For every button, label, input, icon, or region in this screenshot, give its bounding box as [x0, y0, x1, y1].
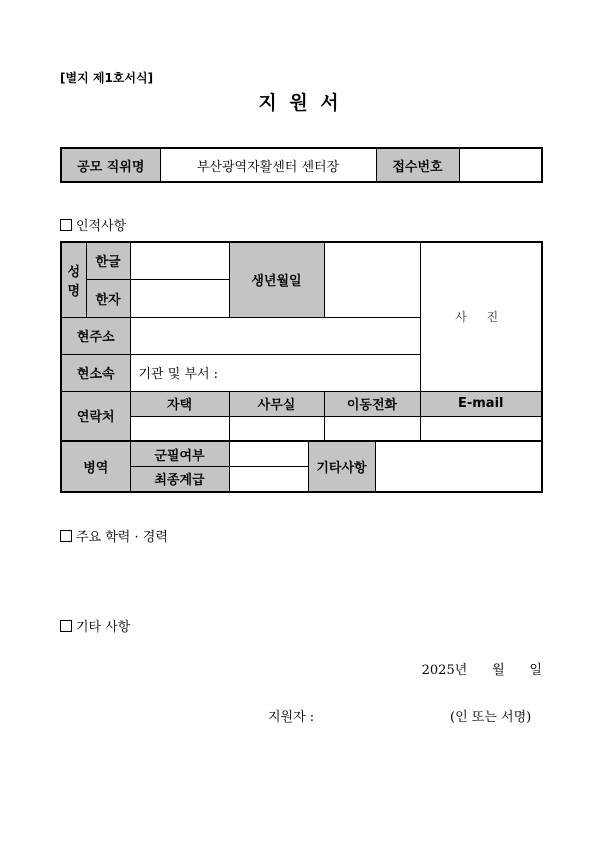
- position-table: [60, 147, 543, 183]
- applicant-label: 지원자 :: [268, 710, 315, 725]
- affiliation-field[interactable]: 기관 및 부서 :: [130, 354, 420, 391]
- section-education: 주요 학력 · 경력: [60, 526, 168, 545]
- office-phone-field[interactable]: [229, 416, 324, 441]
- address-label: 현주소: [61, 317, 130, 354]
- signature-note: (인 또는 서명): [450, 710, 532, 725]
- contact-label: 연락처: [61, 391, 130, 441]
- position-value: 부산광역자활센터 센터장: [160, 148, 376, 182]
- form-number: [별지 제1호서식]: [60, 71, 154, 85]
- korean-name-label: 한글: [86, 242, 130, 279]
- military-rank-label: 최종계급: [130, 467, 229, 492]
- birth-field[interactable]: [324, 242, 420, 317]
- etc-label: 기타사항: [308, 442, 375, 492]
- birth-label: 생년월일: [229, 242, 324, 317]
- address-field[interactable]: [130, 317, 420, 354]
- email-header: E-mail: [420, 391, 542, 416]
- checkbox-icon: [60, 620, 72, 632]
- receipt-value-field[interactable]: [459, 148, 542, 182]
- home-phone-field[interactable]: [130, 416, 229, 441]
- korean-name-field[interactable]: [130, 242, 229, 279]
- email-field[interactable]: [420, 416, 542, 441]
- checkbox-icon: [60, 530, 72, 542]
- receipt-label: 접수번호: [376, 148, 459, 182]
- hanja-name-label: 한자: [86, 279, 130, 317]
- page-title: 지 원 서: [258, 92, 342, 114]
- mobile-phone-field[interactable]: [324, 416, 420, 441]
- position-label: 공모 직위명: [61, 148, 160, 182]
- military-done-field[interactable]: [229, 442, 308, 467]
- checkbox-icon: [60, 219, 72, 231]
- military-rank-field[interactable]: [229, 467, 308, 492]
- hanja-name-field[interactable]: [130, 279, 229, 317]
- date-line: 2025년 월 일: [421, 663, 542, 678]
- etc-field[interactable]: [375, 442, 542, 492]
- photo-box[interactable]: 사 진: [420, 242, 542, 391]
- mobile-phone-header: 이동전화: [324, 391, 420, 416]
- military-table: [60, 441, 543, 493]
- name-label: 성 명: [61, 242, 86, 317]
- office-phone-header: 사무실: [229, 391, 324, 416]
- military-label: 병역: [61, 442, 130, 492]
- section-personal: 인적사항: [60, 215, 126, 234]
- home-phone-header: 자택: [130, 391, 229, 416]
- section-other: 기타 사항: [60, 616, 130, 635]
- personal-info-table: [60, 241, 543, 442]
- affiliation-label: 현소속: [61, 354, 130, 391]
- military-done-label: 군필여부: [130, 442, 229, 467]
